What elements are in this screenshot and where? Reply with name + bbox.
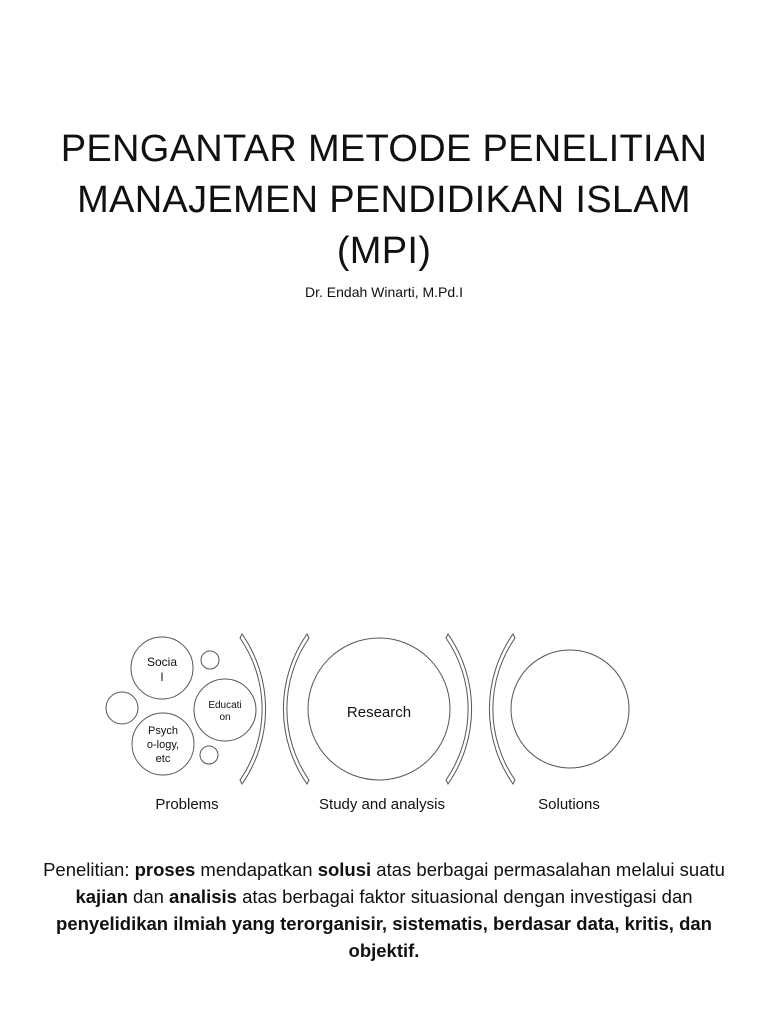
psychology-label-line-2: o-logy,	[146, 739, 180, 751]
definition-text-4: dan	[127, 886, 170, 907]
solution-circle	[511, 650, 629, 768]
definition-bold-investigation: penyelidikan ilmiah yang terorganisir, sistematis, berdasar data, kritis, dan objektif.	[56, 913, 712, 961]
slide-title-line-1: PENGANTAR METODE PENELITIAN	[60, 128, 708, 170]
definition-text-3: atas berbagai permasalahan melalui suatu	[371, 859, 725, 880]
right-bracket-2	[446, 634, 472, 784]
definition-bold-solution: solusi	[317, 859, 372, 880]
education-label-line-2: on	[219, 712, 231, 723]
solutions-label: Solutions	[538, 796, 600, 813]
definition-bold-process: proses	[134, 859, 196, 880]
slide-title-line-3: (MPI)	[336, 230, 432, 272]
left-bracket-1	[283, 634, 309, 784]
psychology-label-line-3: etc	[155, 753, 171, 765]
definition-text-1: Penelitian:	[43, 859, 135, 880]
study-analysis-label: Study and analysis	[319, 796, 445, 813]
definition-bold-study: kajian	[75, 886, 128, 907]
social-label-line-2: l	[160, 670, 164, 684]
research-label: Research	[346, 704, 412, 721]
small-circle-bottom	[200, 746, 218, 764]
definition-bold-analysis: analisis	[169, 886, 237, 907]
definition-text-5: atas berbagai faktor situasional dengan investigasi dan	[236, 886, 693, 907]
author-name: Dr. Endah Winarti, M.Pd.I	[305, 284, 463, 300]
slide-title-line-2: MANAJEMEN PENDIDIKAN ISLAM	[77, 179, 691, 221]
research-process-diagram	[0, 620, 768, 830]
research-definition	[40, 856, 728, 964]
social-label-line-1: Socia	[146, 655, 178, 669]
slide-title	[40, 124, 728, 277]
right-bracket-1	[240, 634, 266, 784]
small-circle-top	[201, 651, 219, 669]
left-empty-circle	[106, 692, 138, 724]
definition-text-2: mendapatkan	[195, 859, 318, 880]
education-label-line-1: Educati	[208, 700, 242, 711]
problems-label: Problems	[155, 796, 219, 813]
psychology-label-line-1: Psych	[148, 725, 178, 737]
